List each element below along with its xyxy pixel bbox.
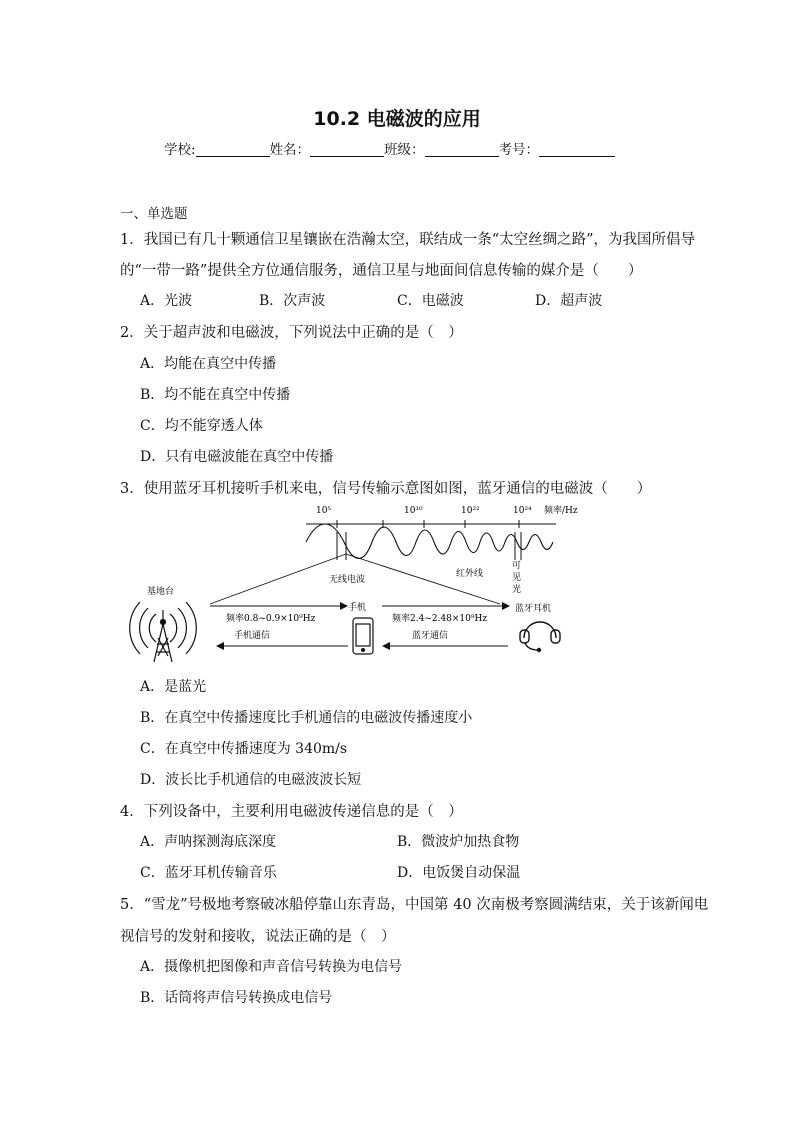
q3-stem: 3．使用蓝牙耳机接听手机来电，信号传输示意图如图，蓝牙通信的电磁波（ ） (120, 481, 652, 497)
freq-tick-1: 10⁵ (316, 506, 332, 516)
q3-option-b[interactable]: B．在真空中传播速度比手机通信的电磁波传播速度小 (140, 710, 473, 726)
antenna-tower-icon (130, 602, 197, 662)
q1-stem-line1: 1．我国已有几十颗通信卫星镶嵌在浩瀚太空，联结成一条“太空丝绸之路”，为我国所倡导 (120, 232, 696, 248)
visible-light-label-2: 见 (512, 573, 522, 583)
name-label: 姓名： (269, 142, 311, 158)
class-label: 班级： (384, 142, 425, 158)
name-blank[interactable] (310, 142, 384, 157)
q3-option-c[interactable]: C．在真空中传播速度为 340m/s (140, 741, 348, 757)
section-heading: 一、单选题 (120, 206, 188, 222)
freq-unit-label: 频率/Hz (544, 506, 578, 516)
phone-label: 手机 (348, 603, 367, 613)
earphone-label: 蓝牙耳机 (515, 604, 552, 614)
bluetooth-frequency-label: 频率2.4~2.48×10⁹Hz (392, 614, 488, 624)
phone-comm-label: 手机通信 (234, 631, 271, 641)
visible-light-label-1: 可 (512, 561, 522, 571)
exam-no-label: 考号： (498, 142, 540, 158)
student-info-line (164, 138, 615, 158)
bluetooth-comm-label: 蓝牙通信 (412, 631, 449, 641)
em-wave (306, 524, 553, 559)
base-station-label: 基地台 (147, 587, 175, 597)
radio-wave-label: 无线电波 (329, 575, 366, 585)
visible-light-label-3: 光 (512, 585, 522, 595)
signal-transmission-figure (110, 498, 590, 666)
q5-stem-line2: 视信号的发射和接收，说法正确的是（ ） (120, 929, 396, 945)
exam-no-blank[interactable] (539, 142, 615, 157)
q5-option-a[interactable]: A．摄像机把图像和声音信号转换为电信号 (140, 959, 403, 975)
q2-option-a[interactable]: A．均能在真空中传播 (140, 356, 277, 372)
q4-option-b[interactable]: B．微波炉加热食物 (397, 834, 520, 850)
q1-option-b[interactable]: B．次声波 (259, 293, 326, 309)
class-blank[interactable] (425, 142, 499, 157)
q1-option-c[interactable]: C．电磁波 (397, 293, 464, 309)
school-blank[interactable] (196, 142, 270, 157)
freq-tick-3: 10²² (461, 506, 480, 516)
q2-option-b[interactable]: B．均不能在真空中传播 (140, 387, 291, 403)
school-label: 学校: (164, 142, 196, 158)
freq-tick-2: 10¹⁰ (404, 506, 423, 516)
q5-stem-line1: 5．“雪龙”号极地考察破冰船停靠山东青岛，中国第 40 次南极考察圆满结束，关于该新闻电 (120, 897, 709, 913)
q5-option-b[interactable]: B．话筒将声信号转换成电信号 (140, 990, 333, 1006)
q2-option-d[interactable]: D．只有电磁波能在真空中传播 (140, 449, 334, 465)
freq-tick-4: 10²⁴ (513, 506, 532, 516)
infrared-label: 红外线 (456, 569, 484, 579)
q2-option-c[interactable]: C．均不能穿透人体 (140, 418, 263, 434)
q3-option-d[interactable]: D．波长比手机通信的电磁波波长短 (140, 772, 362, 788)
q4-option-d[interactable]: D．电饭煲自动保温 (397, 865, 521, 881)
q4-option-a[interactable]: A．声呐探测海底深度 (140, 834, 277, 850)
q4-stem: 4．下列设备中，主要利用电磁波传递信息的是（ ） (120, 804, 463, 820)
q1-option-a[interactable]: A．光波 (140, 293, 193, 309)
page-title: 10.2 电磁波的应用 (313, 108, 481, 130)
phone-icon (353, 618, 373, 654)
q2-stem: 2．关于超声波和电磁波，下列说法中正确的是（ ） (120, 325, 463, 341)
headset-icon (520, 622, 560, 652)
q1-stem-line2: 的“一带一路”提供全方位通信服务，通信卫星与地面间信息传输的媒介是（ ） (120, 263, 643, 279)
q1-option-d[interactable]: D．超声波 (535, 293, 603, 309)
phone-frequency-label: 频率0.8~0.9×10⁹Hz (226, 614, 316, 624)
q3-option-a[interactable]: A．是蓝光 (140, 679, 207, 695)
q4-option-c[interactable]: C．蓝牙耳机传输音乐 (140, 865, 277, 881)
